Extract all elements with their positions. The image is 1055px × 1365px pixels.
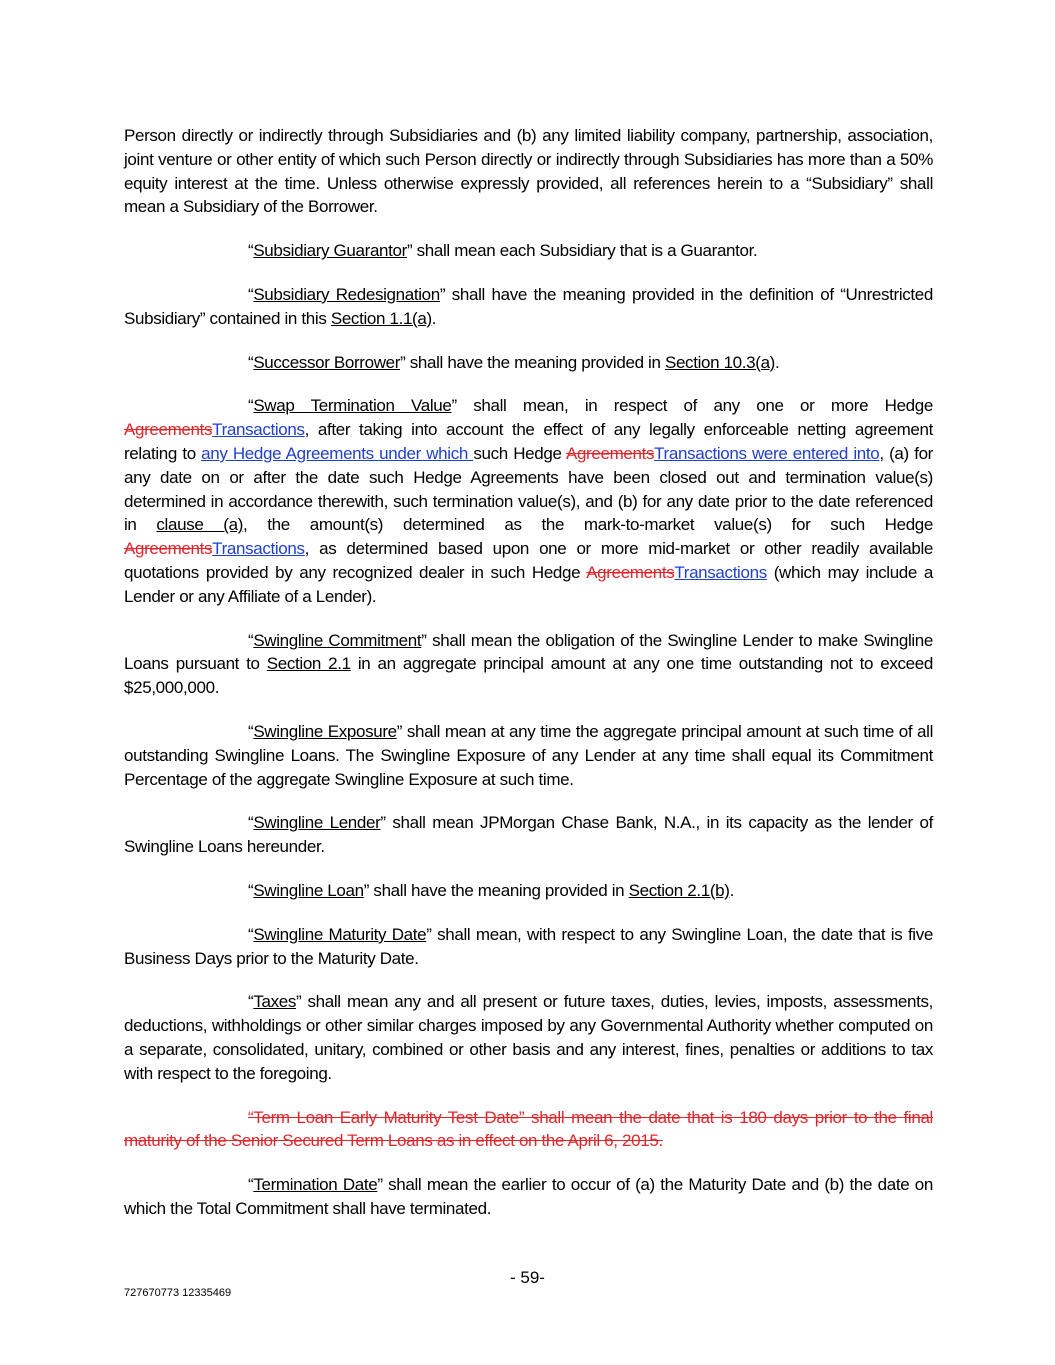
definition-text: ” shall mean the obligation of the Swingline Lender to make Swingline Loans pursuant to: [124, 630, 934, 674]
definition-swingline-lender: [124, 811, 933, 859]
inserted-text: Transactions: [674, 562, 767, 582]
clause-reference: clause (a): [156, 515, 244, 535]
defined-term: Swingline Exposure: [253, 721, 397, 741]
definition-text: .: [729, 880, 734, 900]
definition-subsidiary-guarantor: [124, 239, 933, 263]
page-number: - 59-: [510, 1268, 545, 1287]
definition-text: ” shall mean JPMorgan Chase Bank, N.A., in its capacity as the lender of Swingline Loans hereunder.: [124, 813, 933, 857]
definition-successor-borrower: [124, 351, 933, 375]
defined-term: Swap Termination Value: [253, 396, 452, 416]
document-id: 727670773 12335469: [124, 1287, 232, 1299]
deleted-text: Agreements: [565, 443, 655, 463]
definition-taxes: [124, 990, 933, 1085]
open-quote: “: [248, 992, 254, 1012]
inserted-text: Transactions: [212, 420, 305, 440]
inserted-text: Transactions were entered into: [654, 443, 880, 463]
defined-term: Swingline Loan: [253, 880, 364, 900]
definition-text: ” shall mean the earlier to occur of (a) the Maturity Date and (b) the date on which the Total Commitment shall have terminated.: [124, 1175, 934, 1218]
document-body: [124, 124, 933, 1241]
defined-term: Taxes: [253, 992, 296, 1012]
deleted-text: “Term Loan Early Maturity Test Date” shall mean the date that is 180 days prior to the final maturity of the Senior Secured Term Loans as in effect on the April 6, 2015.: [124, 1107, 933, 1151]
open-quote: “: [248, 352, 254, 372]
defined-term: Swingline Commitment: [253, 630, 422, 650]
section-reference: Section 2.1(b): [628, 880, 730, 900]
open-quote: “: [248, 721, 254, 741]
open-quote: “: [248, 241, 254, 261]
open-quote: “: [248, 880, 254, 900]
inserted-text: Transactions: [212, 539, 305, 559]
definition-text: , (a) for any date on or after the date such Hedge Agreements have been closed out and termination value(s) determined in accordance therewith, such termination value(s), and (b) for any date prior to the date referenced in: [124, 443, 933, 535]
definition-text: ” shall mean any and all present or future taxes, duties, levies, imposts, assessments, deductions, withholdings or other similar charges imposed by any Governmental Authority whether computed on a separate, consolidated, unitary, combined or other basis and any interest, fines, penalties or additions to tax with respect to the foregoing.: [124, 992, 933, 1083]
definition-termination-date: [124, 1173, 933, 1221]
defined-term: Termination Date: [253, 1175, 378, 1195]
section-reference: Section 1.1(a): [330, 308, 432, 328]
definition-text: such Hedge: [473, 443, 566, 463]
open-quote: “: [248, 924, 254, 944]
section-reference: Section 2.1: [266, 654, 351, 674]
open-quote: “: [248, 1175, 254, 1195]
definition-text: ” shall mean, with respect to any Swingline Loan, the date that is five Business Days prior to the Maturity Date.: [124, 924, 933, 968]
open-quote: “: [248, 630, 254, 650]
definition-text: , as determined based upon one or more mid-market or other readily available quotations provided by any recognized dealer in such Hedge: [124, 539, 933, 582]
definition-text: ” shall have the meaning provided in the definition of “Unrestricted Subsidiary” contained in this: [124, 284, 933, 328]
definition-text: .: [775, 352, 780, 372]
open-quote: “: [248, 813, 254, 833]
definition-swingline-commitment: [124, 629, 933, 700]
definition-text: ” shall mean at any time the aggregate principal amount at such time of all outstanding Swingline Loans. The Swingline Exposure of any Lender at any time shall equal its Commitment Percentage of the aggregate Swingline Exposure at such time.: [124, 721, 933, 789]
definition-text: ” shall mean, in respect of any one or more Hedge: [451, 396, 933, 416]
deleted-text: Agreements: [124, 539, 213, 559]
paragraph-subsidiary-continued: Person directly or indirectly through Subsidiaries and (b) any limited liability company, partnership, association, joint venture or other entity of which such Person directly or indirectly through Subsidiaries has more than a 50% equity interest at the time. Unless otherwise expressly provided, all references herein to a “Subsidiary” shall mean a Subsidiary of the Borrower.: [124, 126, 933, 217]
open-quote: “: [248, 284, 254, 304]
open-quote: “: [248, 396, 254, 416]
defined-term: Subsidiary Redesignation: [253, 284, 440, 304]
definition-text: ” shall have the meaning provided in: [400, 352, 665, 372]
definition-text: ” shall have the meaning provided in: [363, 880, 629, 900]
definition-text: in an aggregate principal amount at any one time outstanding not to exceed $25,000,000.: [124, 654, 933, 698]
deleted-text: Agreements: [586, 562, 675, 582]
definition-subsidiary-redesignation: [124, 283, 933, 331]
defined-term: Successor Borrower: [253, 352, 401, 372]
defined-term: Swingline Lender: [253, 813, 381, 833]
defined-term: Swingline Maturity Date: [253, 924, 427, 944]
defined-term: Subsidiary Guarantor: [253, 241, 407, 261]
definition-text: ” shall mean each Subsidiary that is a Guarantor.: [406, 241, 758, 261]
definition-swingline-loan: [124, 879, 933, 903]
definition-swingline-exposure: [124, 720, 933, 791]
definition-text: , the amount(s) determined as the mark-to-market value(s) for such Hedge: [243, 515, 934, 535]
definition-swap-termination-value: [124, 394, 933, 608]
section-reference: Section 10.3(a): [664, 352, 775, 372]
definition-text: .: [431, 308, 437, 328]
definition-term-loan-early-maturity-deleted: [124, 1106, 933, 1154]
deleted-text: Agreements: [124, 420, 213, 440]
definition-text: , after taking into account the effect of any legally enforceable netting agreement relating to: [124, 420, 933, 463]
inserted-text: any Hedge Agreements under which: [201, 443, 474, 463]
definition-swingline-maturity-date: [124, 923, 933, 971]
definition-text: (which may include a Lender or any Affiliate of a Lender).: [124, 562, 934, 606]
